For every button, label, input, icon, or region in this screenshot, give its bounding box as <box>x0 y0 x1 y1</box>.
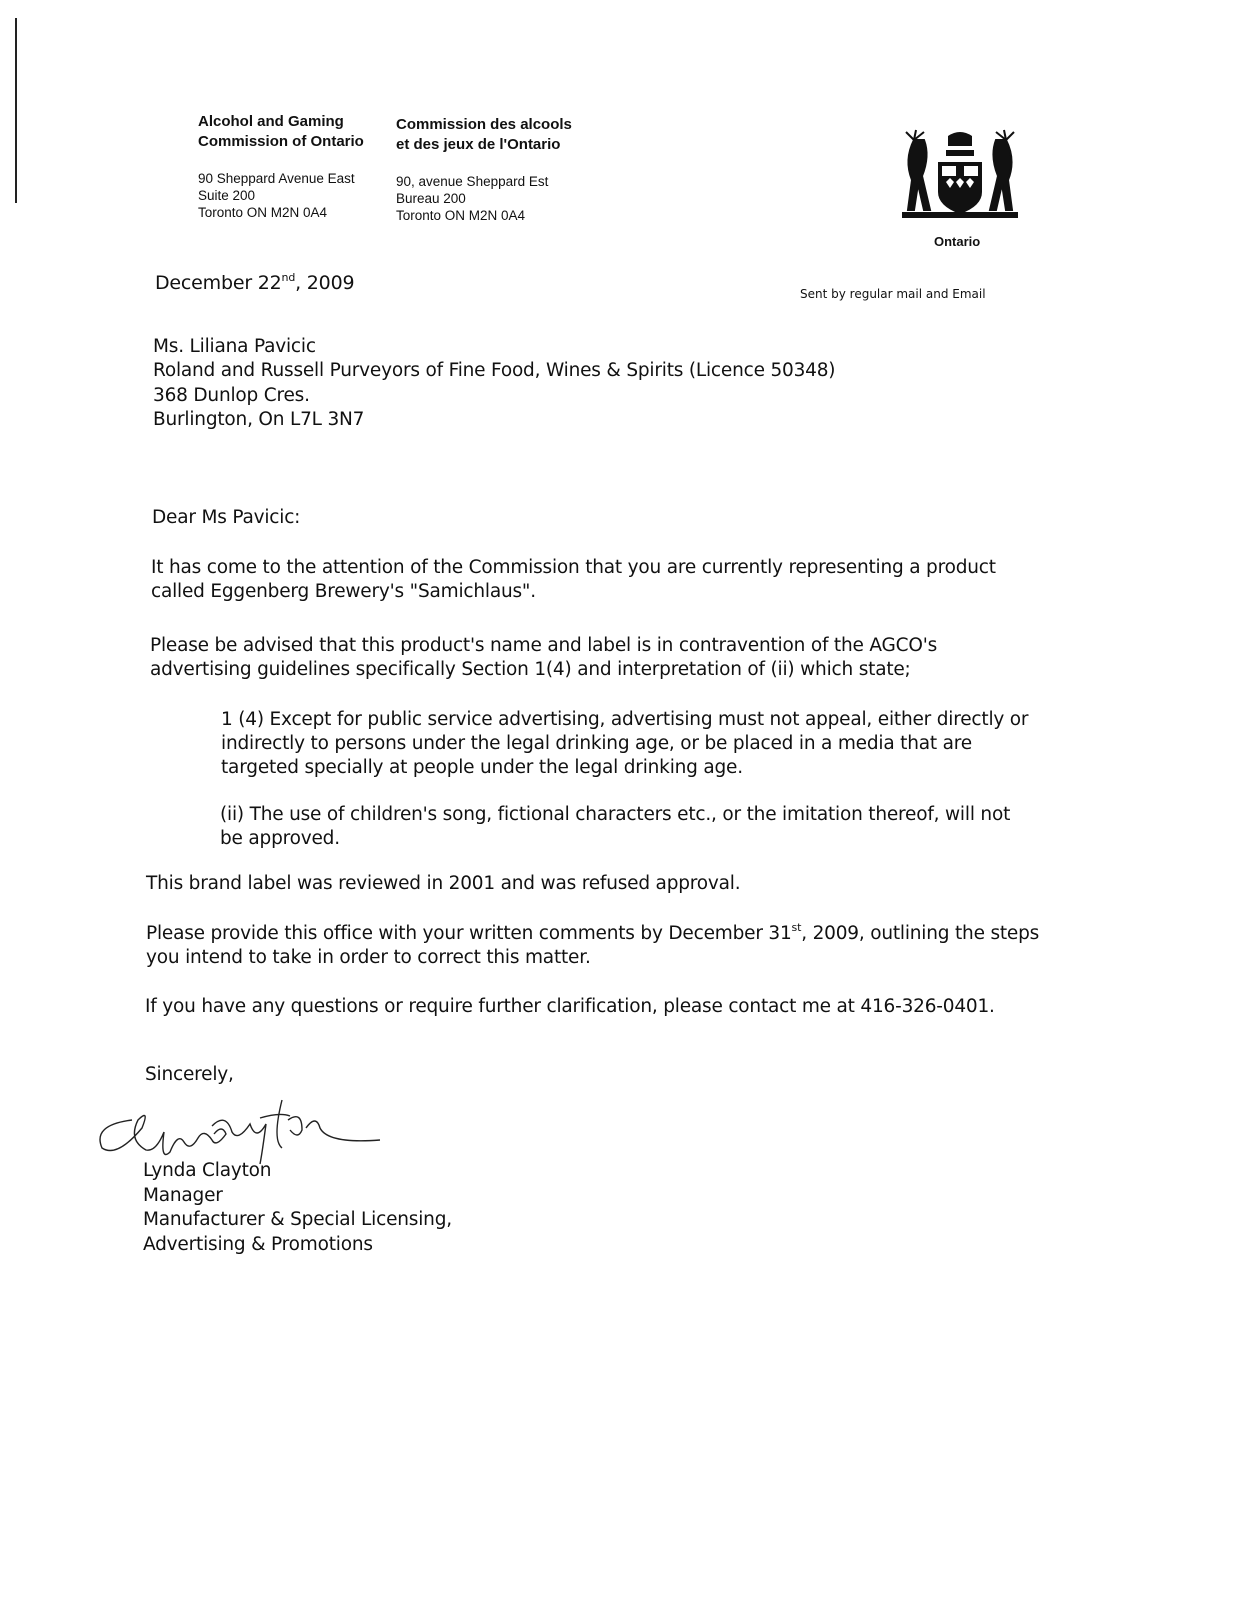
signatory-block <box>143 1159 452 1257</box>
text-line: targeted specially at people under the legal drinking age. <box>221 757 743 778</box>
address-line: Suite 200 <box>198 188 256 203</box>
closing: Sincerely, <box>145 1064 234 1085</box>
agco-english-address <box>198 170 355 221</box>
recipient-line: Roland and Russell Purveyors of Fine Food, Wines & Spirits (Licence 50348) <box>153 360 836 382</box>
text-part: , 2009, outlining the steps <box>801 923 1040 944</box>
text-line <box>146 922 1039 946</box>
logo-caption: Ontario <box>934 234 981 249</box>
recipient-line: Burlington, On L7L 3N7 <box>153 408 365 430</box>
salutation: Dear Ms Pavicic: <box>152 507 301 528</box>
text-line: called Eggenberg Brewery's "Samichlaus". <box>151 581 536 602</box>
address-line: Bureau 200 <box>396 191 466 206</box>
text-line: It has come to the attention of the Commission that you are currently representing a product <box>151 557 996 578</box>
signatory-department: Advertising & Promotions <box>143 1233 373 1255</box>
recipient-line: Ms. Liliana Pavicic <box>153 336 316 357</box>
text-line: 1 (4) Except for public service advertising, advertising must not appeal, either directly or <box>221 709 1029 730</box>
header-line: et des jeux de l'Ontario <box>396 136 561 153</box>
signatory-title: Manager <box>143 1184 223 1206</box>
quoted-guideline-1-4 <box>221 708 1028 780</box>
paragraph-5: If you have any questions or require further clarification, please contact me at 416-326-0401. <box>145 996 995 1017</box>
text-line: (ii) The use of children's song, fictional characters etc., or the imitation thereof, will not <box>220 804 1011 825</box>
date-year: , 2009 <box>295 272 355 294</box>
header-line: Commission of Ontario <box>198 133 364 150</box>
header-line: Commission des alcools <box>396 116 572 133</box>
text-line: Please be advised that this product's name and label is in contravention of the AGCO's <box>150 635 938 656</box>
text-line: indirectly to persons under the legal drinking age, or be placed in a media that are <box>221 733 972 754</box>
date-text: December 22 <box>155 272 282 294</box>
paragraph-2 <box>150 634 937 682</box>
signatory-department: Manufacturer & Special Licensing, <box>143 1209 452 1230</box>
text-line: advertising guidelines specifically Section 1(4) and interpretation of (ii) which state; <box>150 659 911 680</box>
address-line: Toronto ON M2N 0A4 <box>198 205 328 220</box>
address-line: 90, avenue Sheppard Est <box>396 174 549 189</box>
paragraph-1 <box>151 556 996 604</box>
recipient-block <box>153 335 835 432</box>
address-line: Toronto ON M2N 0A4 <box>396 208 526 223</box>
quoted-guideline-ii <box>220 803 1010 851</box>
agco-french-address <box>396 173 548 224</box>
date-ordinal: nd <box>281 271 296 284</box>
address-line: 90 Sheppard Avenue East <box>198 171 355 186</box>
ordinal: st <box>791 921 802 934</box>
agco-english-name <box>198 112 364 152</box>
signatory-name: Lynda Clayton <box>143 1160 272 1181</box>
ontario-coat-of-arms-logo <box>900 128 1020 232</box>
text-line: be approved. <box>220 828 340 849</box>
paragraph-4 <box>146 922 1039 970</box>
delivery-note: Sent by regular mail and Email <box>800 287 986 301</box>
paragraph-3: This brand label was reviewed in 2001 and was refused approval. <box>146 873 741 894</box>
text-part: Please provide this office with your written comments by December 31 <box>146 923 792 944</box>
recipient-line: 368 Dunlop Cres. <box>153 384 310 406</box>
agco-french-name <box>396 115 572 155</box>
header-line: Alcohol and Gaming <box>198 113 344 130</box>
scan-edge-line <box>15 18 17 203</box>
letter-date <box>155 271 354 295</box>
text-line: you intend to take in order to correct this matter. <box>146 947 591 968</box>
